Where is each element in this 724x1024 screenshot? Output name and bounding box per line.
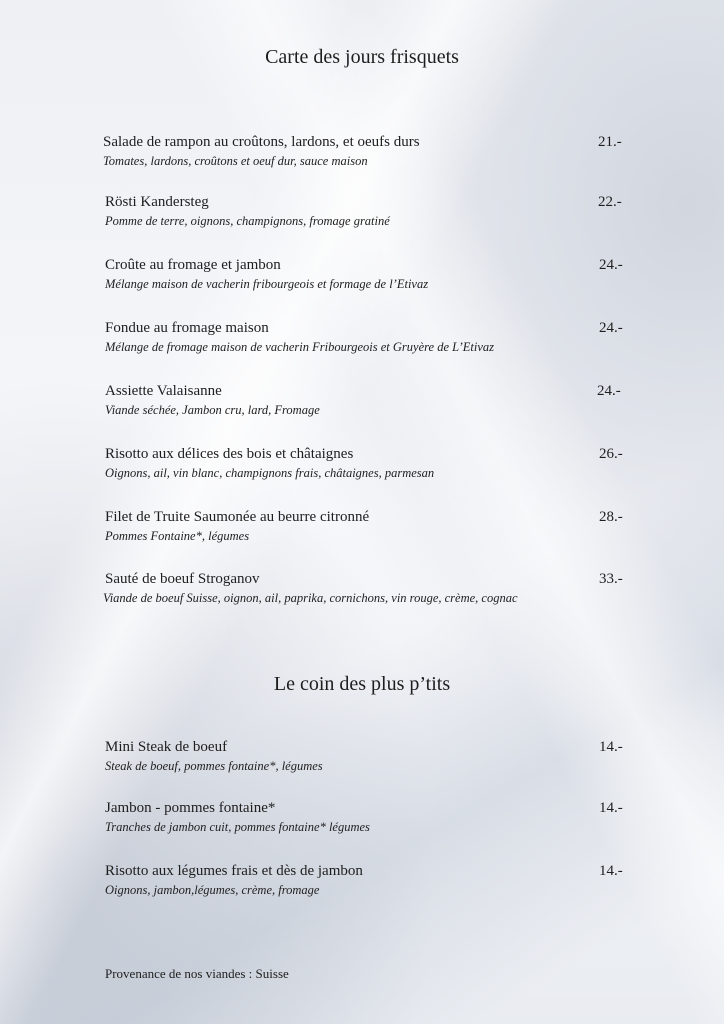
menu-item xyxy=(105,738,323,774)
item-name: Sauté de boeuf Stroganov xyxy=(105,571,260,587)
item-name: Croûte au fromage et jambon xyxy=(105,257,281,273)
item-description: Pomme de terre, oignons, champignons, fromage gratiné xyxy=(105,214,390,228)
menu-item xyxy=(105,799,370,835)
item-description: Mélange maison de vacherin fribourgeois et formage de l’Etivaz xyxy=(105,277,429,291)
item-description: Oignons, ail, vin blanc, champignons frais, châtaignes, parmesan xyxy=(105,466,435,480)
item-price: 21.- xyxy=(598,134,622,150)
item-price: 24.- xyxy=(599,257,623,273)
item-description: Viande séchée, Jambon cru, lard, Fromage xyxy=(105,403,320,417)
menu-item xyxy=(105,256,428,292)
menu-item xyxy=(105,382,320,418)
section-title-petits: Le coin des plus p’tits xyxy=(273,673,451,695)
menu-item xyxy=(105,193,390,229)
item-description: Mélange de fromage maison de vacherin Fribourgeois et Gruyère de L’Etivaz xyxy=(105,340,495,354)
item-name: Jambon - pommes fontaine* xyxy=(105,800,276,816)
item-name: Risotto aux délices des bois et châtaignes xyxy=(105,446,354,462)
menu-item xyxy=(105,445,434,481)
item-price: 24.- xyxy=(599,320,623,336)
menu-item xyxy=(105,508,369,544)
item-description: Tomates, lardons, croûtons et oeuf dur, sauce maison xyxy=(103,154,368,168)
item-name: Assiette Valaisanne xyxy=(105,383,222,399)
item-price: 14.- xyxy=(599,863,623,879)
item-price: 26.- xyxy=(599,446,623,462)
item-description: Steak de boeuf, pommes fontaine*, légumes xyxy=(105,759,323,773)
menu-item xyxy=(105,319,494,355)
item-name: Mini Steak de boeuf xyxy=(105,739,228,755)
item-description: Pommes Fontaine*, légumes xyxy=(105,529,250,543)
menu-item xyxy=(103,570,518,606)
item-description: Viande de boeuf Suisse, oignon, ail, paprika, cornichons, vin rouge, crème, cognac xyxy=(103,591,518,605)
item-price: 24.- xyxy=(597,383,621,399)
item-name: Rösti Kandersteg xyxy=(105,194,209,210)
item-price: 14.- xyxy=(599,800,623,816)
item-price: 22.- xyxy=(598,194,622,210)
menu-item xyxy=(103,133,420,169)
item-price: 14.- xyxy=(599,739,623,755)
item-name: Fondue au fromage maison xyxy=(105,320,269,336)
item-description: Oignons, jambon,légumes, crème, fromage xyxy=(105,883,320,897)
item-description: Tranches de jambon cuit, pommes fontaine* légumes xyxy=(105,820,370,834)
item-name: Filet de Truite Saumonée au beurre citronné xyxy=(105,509,370,525)
meat-origin-note: Provenance de nos viandes : Suisse xyxy=(105,966,289,981)
section-title-carte: Carte des jours frisquets xyxy=(265,46,459,68)
item-name: Risotto aux légumes frais et dès de jambon xyxy=(105,863,363,879)
item-name: Salade de rampon au croûtons, lardons, et oeufs durs xyxy=(103,134,420,150)
menu-item xyxy=(105,862,363,898)
item-price: 28.- xyxy=(599,509,623,525)
item-price: 33.- xyxy=(599,571,623,587)
